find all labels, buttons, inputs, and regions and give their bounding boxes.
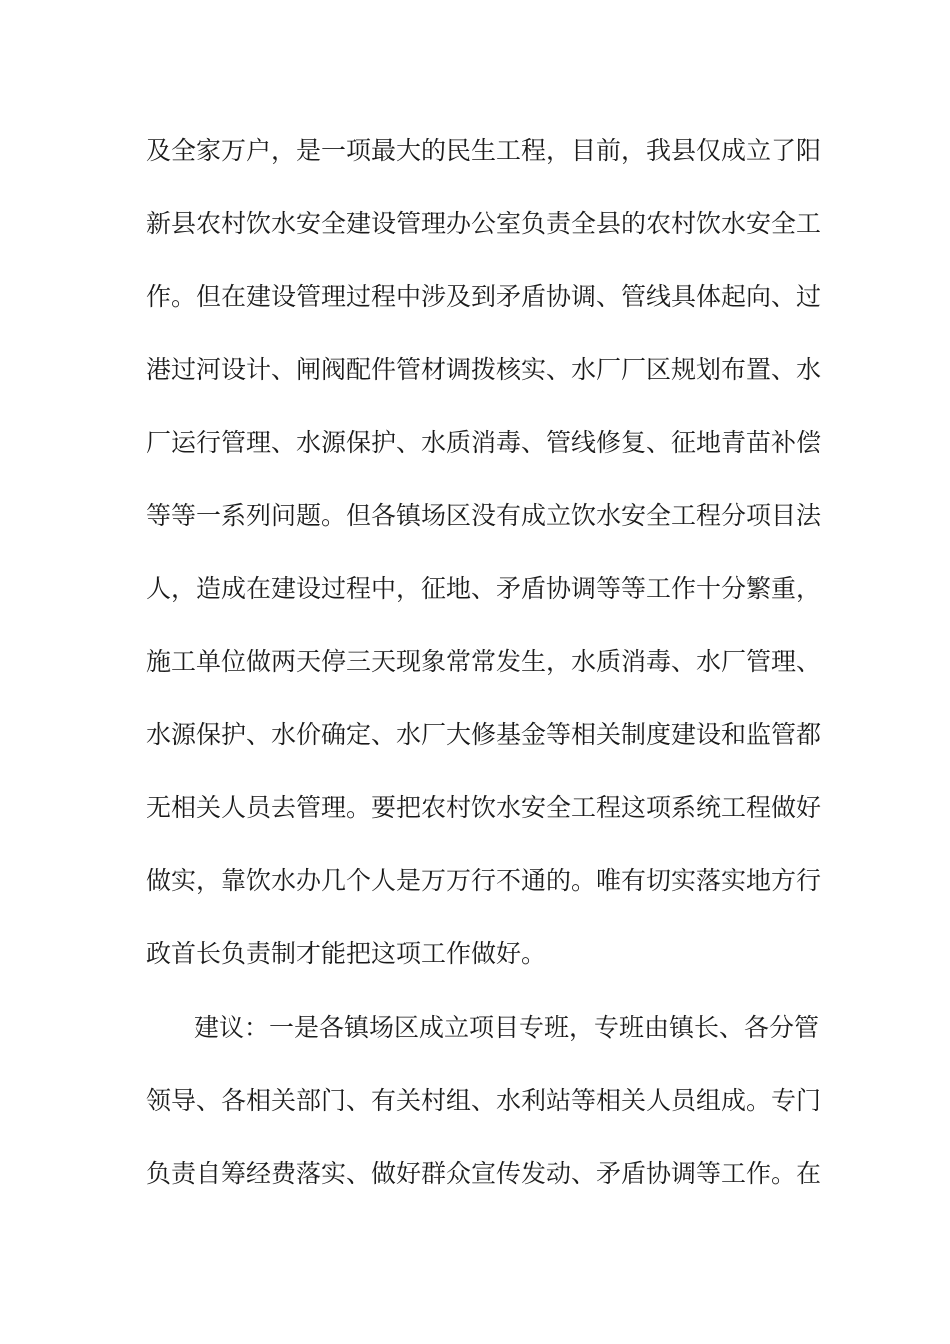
text-line-5: 厂运行管理、水源保护、水质消毒、管线修复、征地青苗补偿: [146, 428, 822, 457]
text-line-14: 领导、各相关部门、有关村组、水利站等相关人员组成。专门: [146, 1086, 822, 1115]
text-line-7: 人，造成在建设过程中，征地、矛盾协调等等工作十分繁重，: [146, 574, 822, 603]
text-line-11: 做实，靠饮水办几个人是万万行不通的。唯有切实落实地方行: [146, 866, 822, 895]
text-line-3: 作。但在建设管理过程中涉及到矛盾协调、管线具体起向、过: [146, 282, 822, 311]
text-line-8: 施工单位做两天停三天现象常常发生，水质消毒、水厂管理、: [146, 647, 822, 676]
text-line-2: 新县农村饮水安全建设管理办公室负责全县的农村饮水安全工: [146, 209, 822, 238]
text-line-6: 等等一系列问题。但各镇场区没有成立饮水安全工程分项目法: [146, 501, 822, 530]
text-line-15: 负责自筹经费落实、做好群众宣传发动、矛盾协调等工作。在: [146, 1159, 822, 1188]
text-line-10: 无相关人员去管理。要把农村饮水安全工程这项系统工程做好: [146, 793, 822, 822]
text-line-9: 水源保护、水价确定、水厂大修基金等相关制度建设和监管都: [146, 720, 822, 749]
text-line-1: 及全家万户，是一项最大的民生工程，目前，我县仅成立了阳: [146, 136, 822, 165]
text-line-4: 港过河设计、闸阀配件管材调拨核实、水厂厂区规划布置、水: [146, 355, 822, 384]
text-line-13: 建议：一是各镇场区成立项目专班，专班由镇长、各分管: [194, 1013, 820, 1042]
text-line-12: 政首长负责制才能把这项工作做好。: [146, 939, 547, 968]
